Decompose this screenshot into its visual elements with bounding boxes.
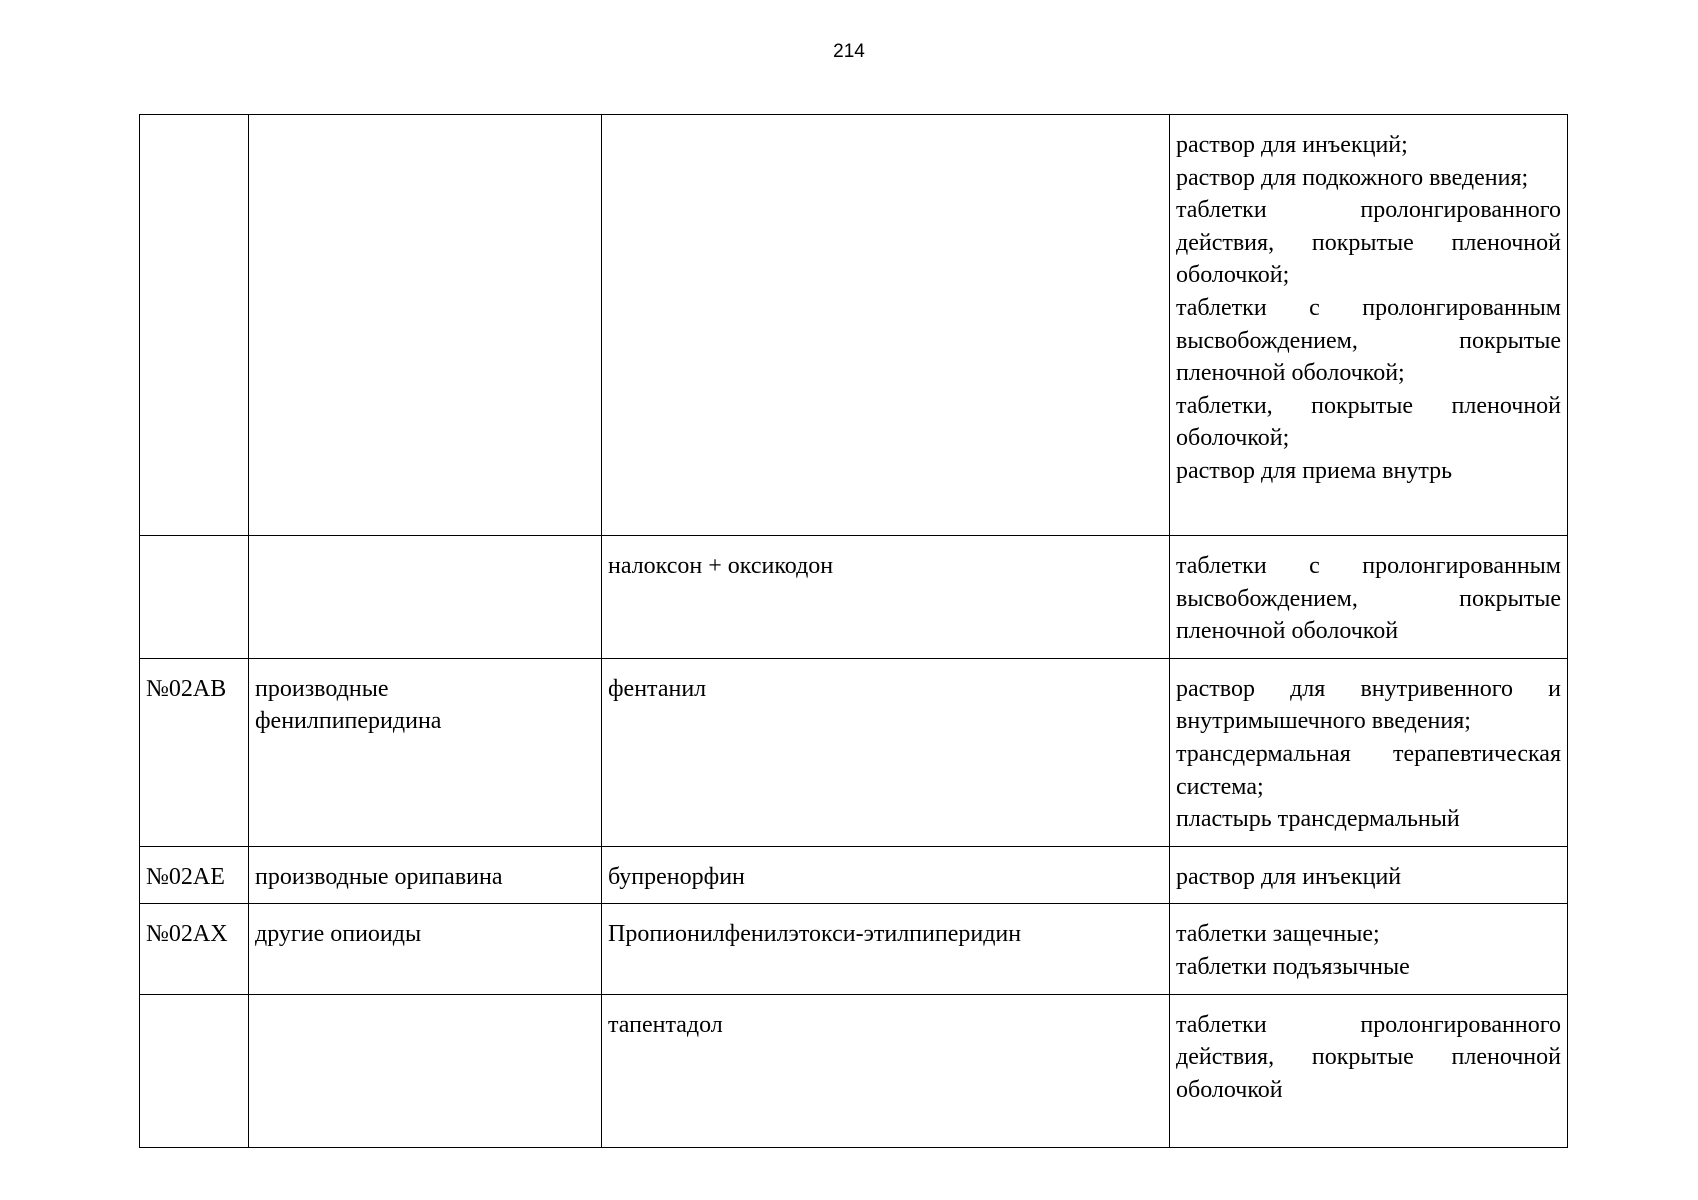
atc-code-cell xyxy=(140,115,249,536)
dosage-form: трансдермальная терапевтическая система; xyxy=(1176,740,1561,800)
table-row xyxy=(140,658,1568,846)
dosage-form: раствор для инъекций; xyxy=(1176,132,1408,158)
group-name-line: производные xyxy=(255,675,389,702)
drug-cell xyxy=(602,115,1170,536)
group-cell xyxy=(249,536,602,659)
table-row xyxy=(140,115,1568,536)
dosage-form: таблетки пролонгированного действия, покрытые пленочной оболочкой xyxy=(1176,1011,1561,1103)
dosage-form: таблетки защечные; xyxy=(1176,921,1380,948)
group-cell xyxy=(249,904,602,994)
dosage-forms-cell xyxy=(1170,846,1568,904)
dosage-forms-cell xyxy=(1170,658,1568,846)
dosage-form: раствор для инъекций xyxy=(1176,863,1402,890)
atc-code-cell: №02AX xyxy=(140,904,249,994)
dosage-forms-cell xyxy=(1170,994,1568,1147)
dosage-form: пластырь трансдермальный xyxy=(1176,806,1460,833)
drug-cell: налоксон + оксикодон xyxy=(602,536,1170,659)
drug-cell: Пропионилфенилэтокси-этилпиперидин xyxy=(602,904,1170,994)
atc-code-cell xyxy=(140,994,249,1147)
dosage-forms-cell xyxy=(1170,115,1568,536)
group-cell xyxy=(249,846,602,904)
dosage-form: таблетки пролонгированного действия, покрытые пленочной оболочкой; xyxy=(1176,197,1561,289)
dosage-form: таблетки, покрытые пленочной оболочкой; xyxy=(1176,392,1561,452)
table-row xyxy=(140,536,1568,659)
table-row xyxy=(140,904,1568,994)
drug-table xyxy=(139,114,1568,1148)
dosage-form: таблетки с пролонгированным высвобождением, покрытые пленочной оболочкой; xyxy=(1176,294,1561,387)
dosage-form: таблетки подъязычные xyxy=(1176,953,1410,980)
drug-cell: бупренорфин xyxy=(602,846,1170,904)
page-number: 214 xyxy=(833,41,865,62)
atc-code-cell xyxy=(140,536,249,659)
dosage-forms-cell xyxy=(1170,904,1568,994)
dosage-form: раствор для внутривенного и внутримышечного введения; xyxy=(1176,675,1561,735)
group-cell xyxy=(249,115,602,536)
drug-cell: фентанил xyxy=(602,658,1170,846)
group-name-line: производные орипавина xyxy=(255,863,503,890)
atc-code-cell: №02AB xyxy=(140,658,249,846)
group-name-line: фенилпиперидина xyxy=(255,708,442,735)
drug-cell: тапентадол xyxy=(602,994,1170,1147)
group-name-line: другие опиоиды xyxy=(255,921,422,948)
atc-code-cell: №02AE xyxy=(140,846,249,904)
dosage-form: раствор для подкожного введения; xyxy=(1176,164,1529,191)
table-row xyxy=(140,846,1568,904)
dosage-form: таблетки с пролонгированным высвобождением, покрытые пленочной оболочкой xyxy=(1176,553,1561,645)
dosage-form: раствор для приема внутрь xyxy=(1176,457,1453,484)
group-cell xyxy=(249,994,602,1147)
table-row xyxy=(140,994,1568,1147)
dosage-forms-cell xyxy=(1170,536,1568,659)
group-cell xyxy=(249,658,602,846)
